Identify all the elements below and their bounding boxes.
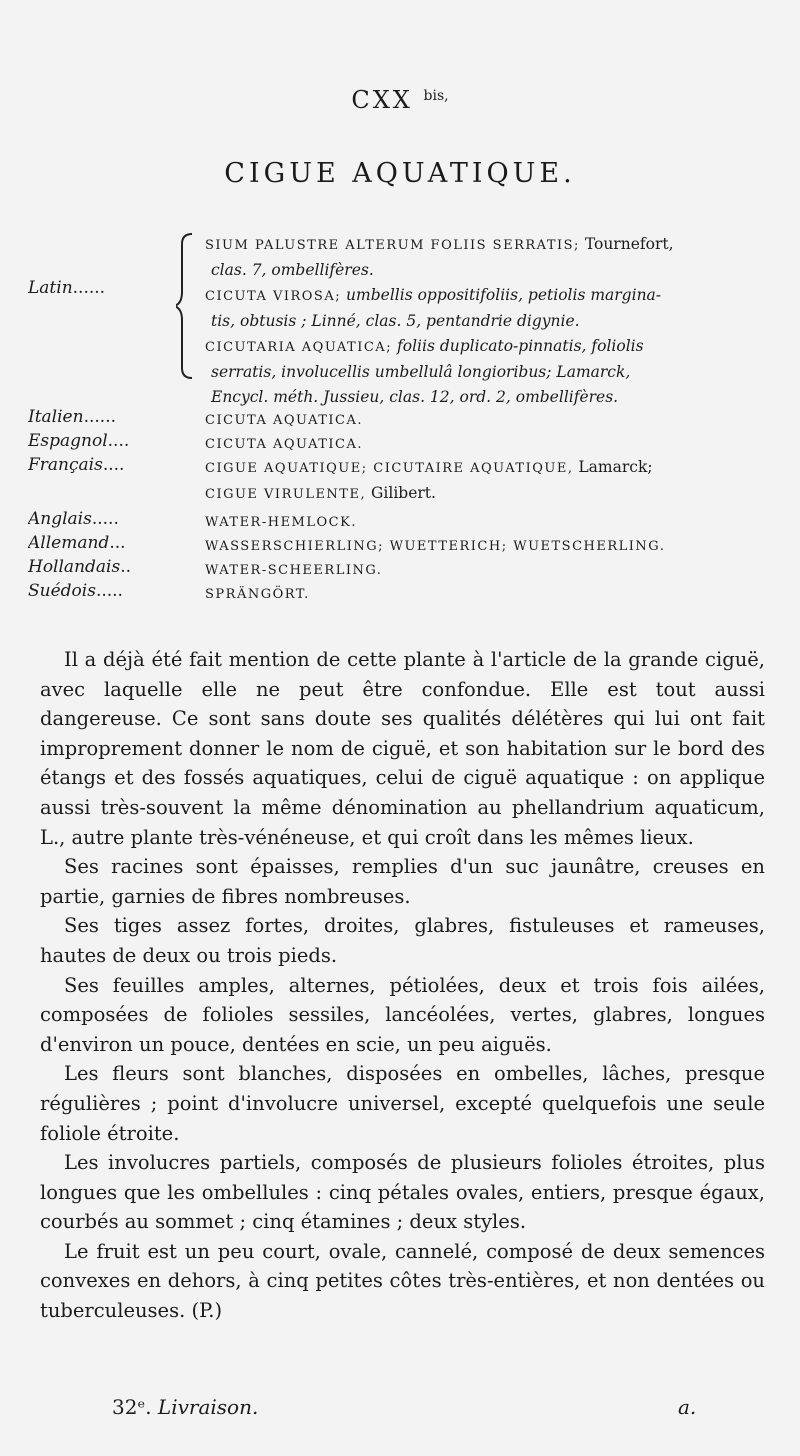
- folio-number: CXX: [351, 86, 413, 114]
- latin-entries: [205, 232, 765, 410]
- synonym-text: [205, 407, 765, 433]
- language-name: Latin: [28, 278, 73, 298]
- latin-name: SIUM PALUSTRE ALTERUM FOLIIS SERRATIS;: [205, 238, 580, 253]
- synonym-name: WATER-SCHEERLING.: [205, 563, 383, 578]
- synonym-name: SPRÄNGÖRT.: [205, 587, 310, 602]
- folio-suffix: bis,: [423, 88, 449, 104]
- latin-desc: clas. 7, ombellifères.: [211, 261, 374, 279]
- latin-desc: Encycl. méth. Jussieu, clas. 12, ord. 2, ombellifères.: [211, 388, 619, 406]
- latin-name: CICUTARIA AQUATICA;: [205, 340, 393, 355]
- body-paragraph: Ses feuilles amples, alternes, pétiolées, deux et trois fois ailées, composées de folioles sessiles, lancéolées, vertes, glabres, longues d'environ un pouce, dentées en scie, un peu aiguës.: [40, 973, 765, 1056]
- language-label-suedois: [28, 581, 174, 601]
- language-label-allemand: [28, 533, 174, 553]
- signature-mark: a.: [678, 1395, 697, 1419]
- synonym-text: [205, 431, 765, 457]
- latin-desc: serratis, involucellis umbellulâ longioribus; Lamarck,: [211, 363, 631, 381]
- latin-line: [205, 258, 765, 283]
- synonym-name: CIGUE AQUATIQUE; CICUTAIRE AQUATIQUE,: [205, 461, 574, 476]
- language-name: Allemand: [28, 533, 110, 553]
- latin-line: [205, 309, 765, 334]
- latin-line: [205, 283, 765, 309]
- latin-desc: umbellis oppositifoliis, petiolis margina-: [346, 286, 662, 304]
- leader-dots: ...: [109, 533, 126, 553]
- leader-dots: .....: [91, 509, 119, 529]
- synonym-text: [205, 581, 765, 607]
- language-name: Suédois: [28, 581, 96, 601]
- body-paragraph: Le fruit est un peu court, ovale, cannelé, composé de deux semences convexes en dehors, à cinq petites côtes très-entières, et non dentées ou tuberculeuses. (P.): [40, 1239, 765, 1323]
- page-title: CIGUE AQUATIQUE.: [224, 158, 576, 189]
- synonym-name: CICUTA AQUATICA.: [205, 413, 364, 428]
- language-label-latin: [28, 278, 174, 298]
- leader-dots: ......: [72, 278, 106, 298]
- language-name: Italien: [28, 407, 84, 427]
- leader-dots: ..: [120, 557, 132, 577]
- synonym-author: Gilibert.: [371, 484, 436, 502]
- latin-name: CICUTA VIROSA;: [205, 289, 342, 304]
- synonym-name: WASSERSCHIERLING; WUETTERICH; WUETSCHERLING.: [205, 539, 666, 554]
- body-paragraph: Les involucres partiels, composés de plusieurs folioles étroites, plus longues que les ombellules : cinq pétales ovales, entiers, presque égaux, courbés au sommet ; cinq étamines ; deux styles.: [40, 1151, 765, 1234]
- language-name: Hollandais: [28, 557, 121, 577]
- body-paragraph: Ses tiges assez fortes, droites, glabres, fistuleuses et rameuses, hautes de deux ou trois pieds.: [40, 914, 765, 967]
- language-label-anglais: [28, 509, 174, 529]
- signature-line: [112, 1395, 258, 1419]
- article-body: [40, 645, 765, 1326]
- synonym-author: Lamarck;: [578, 458, 653, 476]
- language-label-italien: [28, 407, 174, 427]
- language-name: Français: [28, 455, 103, 475]
- synonym-text: [205, 509, 765, 535]
- latin-desc: Tournefort,: [584, 235, 674, 253]
- language-name: Espagnol: [28, 431, 108, 451]
- language-label-espagnol: [28, 431, 174, 451]
- synonym-text: [205, 533, 765, 559]
- latin-desc: foliis duplicato-pinnatis, foliolis: [397, 337, 644, 355]
- latin-desc: tis, obtusis ; Linné, clas. 5, pentandrie digynie.: [211, 312, 580, 330]
- latin-line: [205, 232, 765, 258]
- latin-line: [205, 360, 765, 385]
- synonym-text: [205, 557, 765, 583]
- synonym-name: CICUTA AQUATICA.: [205, 437, 364, 452]
- language-label-hollandais: [28, 557, 174, 577]
- synonym-name: CIGUE VIRULENTE,: [205, 487, 367, 502]
- leader-dots: ....: [102, 455, 125, 475]
- body-paragraph: Ses racines sont épaisses, remplies d'un suc jaunâtre, creuses en partie, garnies de fibres nombreuses.: [40, 855, 765, 908]
- synonym-name: WATER-HEMLOCK.: [205, 515, 357, 530]
- leader-dots: ......: [83, 407, 117, 427]
- page-folio: [0, 86, 800, 114]
- curly-brace-icon: [176, 232, 196, 380]
- leader-dots: ....: [107, 431, 130, 451]
- language-name: Anglais: [28, 509, 92, 529]
- synonym-text: [205, 455, 765, 507]
- latin-line: [205, 334, 765, 360]
- signature-number: 32ᵉ.: [112, 1395, 152, 1419]
- signature-word: Livraison.: [157, 1395, 259, 1419]
- body-paragraph: Les fleurs sont blanches, disposées en ombelles, lâches, presque régulières ; point d'involucre universel, excepté quelquefois une seule foliole étroite.: [40, 1062, 765, 1145]
- body-paragraph: Il a déjà été fait mention de cette plante à l'article de la grande ciguë, avec laquelle elle ne peut être confondue. Elle est tout aussi dangereuse. Ce sont sans doute ses qualités délétères qui lui ont fait improprement donner le nom de ciguë, et son habitation sur le bord des étangs et des fossés aquatiques, celui de ciguë aquatique : on applique aussi très-souvent la même dénomination au phellandrium aquaticum, L., autre plante très-vénéneuse, et qui croît dans les mêmes lieux.: [40, 648, 765, 849]
- language-label-francais: [28, 455, 174, 475]
- leader-dots: .....: [95, 581, 123, 601]
